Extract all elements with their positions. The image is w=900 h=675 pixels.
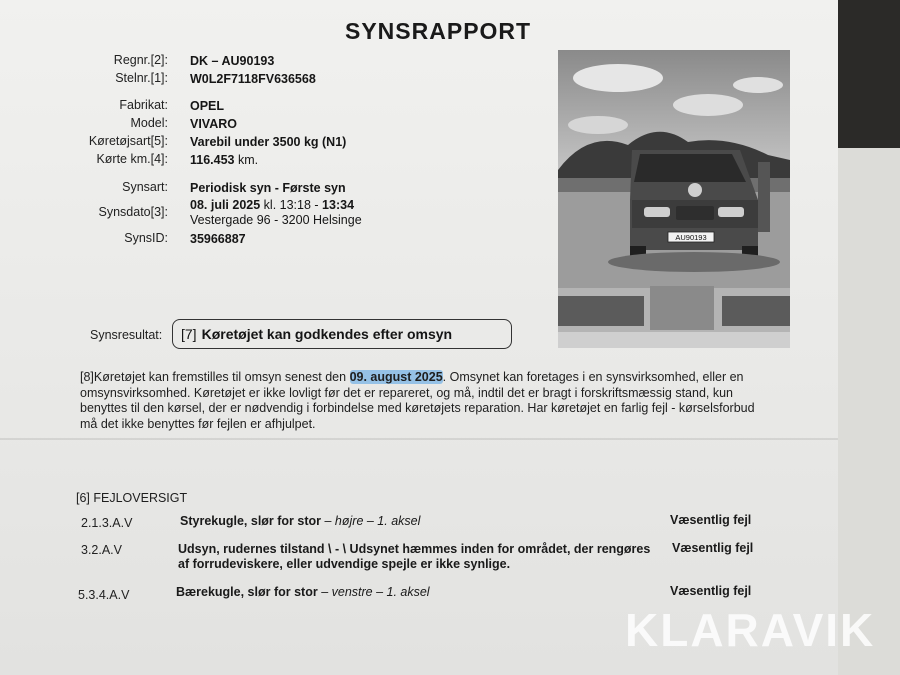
synsdato-date: 08. juli 2025 (190, 198, 261, 212)
background-paper (830, 148, 900, 675)
km-number: 116.453 (190, 153, 235, 167)
inspection-address: Vestergade 96 - 3200 Helsinge (190, 213, 362, 227)
fault-title: Udsyn, rudernes tilstand \ - \ Udsynet hæmmes inden for området, der rengøres (178, 542, 651, 556)
license-plate-text: AU90193 (675, 233, 707, 242)
synsresultat-box (172, 319, 512, 349)
fault-description (176, 585, 430, 599)
fault-code: 2.1.3.A.V (81, 516, 133, 530)
report-title: SYNSRAPPORT (345, 18, 532, 44)
fault-title-continued: af forrudeviskere, eller udvendige spejle er ikke synlige. (178, 557, 511, 571)
fault-code: 3.2.A.V (81, 543, 122, 557)
synsdato-value: 08. juli 2025 kl. 13:18 - 13:34 (190, 198, 355, 212)
koretojsart-value: Varebil under 3500 kg (N1) (190, 135, 347, 149)
klaravik-watermark: KLARAVIK (625, 604, 876, 656)
fejloversigt-heading: [6] FEJLOVERSIGT (76, 491, 188, 505)
fault-severity: Væsentlig fejl (670, 513, 752, 527)
synsart-value: Periodisk syn - Første syn (190, 181, 346, 195)
synsid-value: 35966887 (190, 232, 246, 246)
fabrikat-value: OPEL (190, 99, 225, 113)
synsart-label: Synsart: (122, 180, 168, 194)
fault-detail: – venstre – 1. aksel (321, 585, 430, 599)
fault-title: Bærekugle, slør for stor (176, 585, 318, 599)
km-value (190, 153, 258, 167)
fault-description (180, 514, 420, 528)
km-unit: km. (237, 153, 259, 167)
km-label: Kørte km.[4]: (96, 152, 168, 166)
paper-fold (0, 438, 838, 440)
stelnr-value: W0L2F7118FV636568 (190, 72, 316, 86)
fault-severity: Væsentlig fejl (672, 541, 754, 555)
synsresultat-text: Køretøjet kan godkendes efter omsyn (201, 326, 453, 342)
fault-code: 5.3.4.A.V (78, 588, 130, 602)
fault-severity: Væsentlig fejl (670, 584, 752, 598)
regnr-value: DK – AU90193 (190, 54, 275, 68)
model-label: Model: (130, 116, 168, 130)
fault-detail: – højre – 1. aksel (324, 514, 421, 528)
omsyn-notice (80, 370, 770, 432)
model-value: VIVARO (190, 117, 237, 131)
synsresultat-code: [7] (181, 326, 197, 342)
vehicle-photo (558, 50, 790, 348)
fabrikat-label: Fabrikat: (119, 98, 168, 112)
synsid-label: SynsID: (124, 231, 168, 245)
notice-prefix: [8]Køretøjet kan fremstilles til omsyn senest den (80, 370, 347, 384)
synsdato-kl: kl. (263, 198, 277, 212)
synsdato-end: 13:34 (322, 198, 355, 212)
regnr-label: Regnr.[2]: (113, 53, 168, 67)
synsdato-start: 13:18 (279, 198, 311, 212)
notice-rest: . Omsynet kan foretages i en synsvirksomhed, eller en omsynsvirksomhed. Køretøjet er ikke lovligt før det er repareret, og må, indtil det er bragt i forskriftsmæssig stand, kun benyttes til den kørsel, der er nødvendig i forbindelse med køretøjets reparation. Har køretøjet en farlig fejl - kørselsforbud må det ikke benyttes før fejlen er afhjulpet. (80, 370, 755, 431)
deadline-date: 09. august 2025 (349, 370, 443, 384)
synsdato-label: Synsdato[3]: (98, 205, 168, 219)
stelnr-label: Stelnr.[1]: (115, 71, 168, 85)
synsresultat-label: Synsresultat: (90, 328, 163, 342)
koretojsart-label: Køretøjsart[5]: (88, 134, 168, 148)
fault-title: Styrekugle, slør for stor (180, 514, 322, 528)
